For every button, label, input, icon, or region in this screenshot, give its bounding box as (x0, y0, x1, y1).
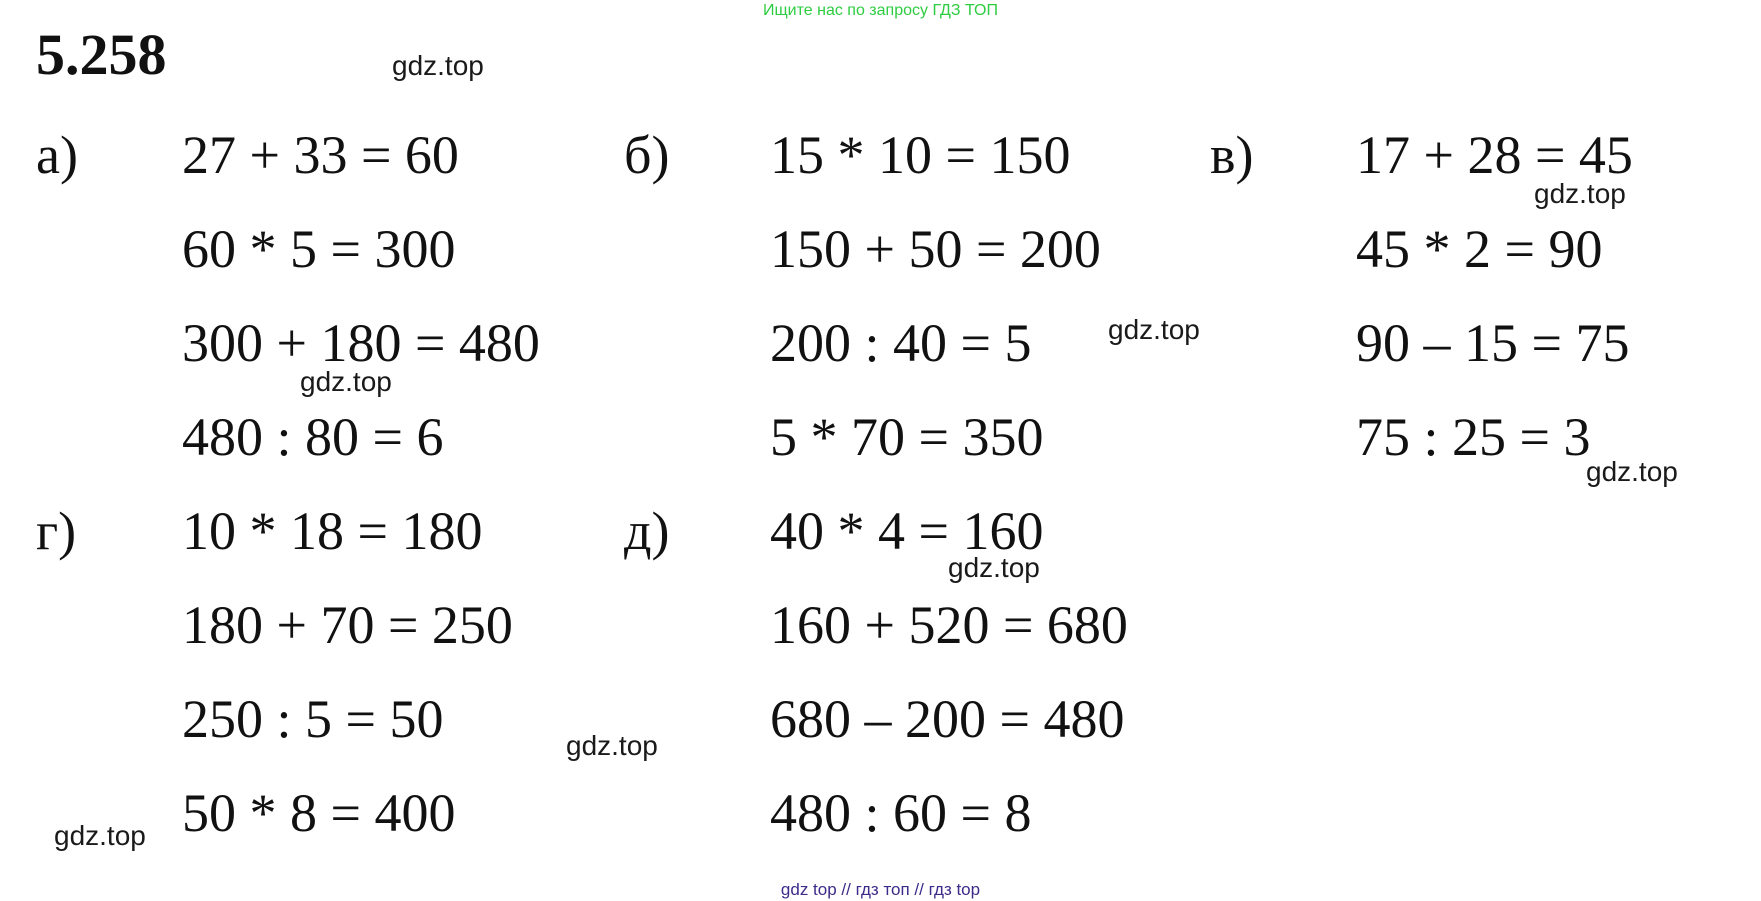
watermark: gdz.top (566, 730, 658, 761)
equation-d-1: 40 * 4 = 160 (770, 501, 1044, 561)
equation-b-3: 200 : 40 = 5 (770, 313, 1032, 373)
equation-g-1: 10 * 18 = 180 (182, 501, 483, 561)
equation-a-4: 480 : 80 = 6 (182, 407, 444, 467)
equation-g-3: 250 : 5 = 50 (182, 689, 444, 749)
part-label-g: г) (36, 501, 77, 561)
equation-d-2: 160 + 520 = 680 (770, 595, 1128, 655)
part-label-d: д) (624, 501, 670, 561)
equation-v-1: 17 + 28 = 45 (1356, 125, 1633, 185)
equation-g-4: 50 * 8 = 400 (182, 783, 456, 843)
equation-b-1: 15 * 10 = 150 (770, 125, 1071, 185)
equation-v-2: 45 * 2 = 90 (1356, 219, 1603, 279)
watermark: gdz.top (392, 50, 484, 81)
equation-b-2: 150 + 50 = 200 (770, 219, 1101, 279)
watermark: gdz.top (54, 820, 146, 851)
part-label-b: б) (624, 125, 670, 185)
watermark: gdz.top (300, 366, 392, 397)
equation-b-4: 5 * 70 = 350 (770, 407, 1044, 467)
watermark: gdz.top (1586, 456, 1678, 487)
equation-a-3: 300 + 180 = 480 (182, 313, 540, 373)
watermark: gdz.top (1108, 314, 1200, 345)
equation-v-4: 75 : 25 = 3 (1356, 407, 1591, 467)
footer-links: gdz top // гдз топ // гдз top (780, 880, 981, 899)
watermark: gdz.top (1534, 178, 1626, 209)
equation-d-4: 480 : 60 = 8 (770, 783, 1032, 843)
equation-a-1: 27 + 33 = 60 (182, 125, 459, 185)
search-hint-banner: Ищите нас по запросу ГДЗ ТОП (763, 2, 998, 19)
problem-number: 5.258 (36, 22, 167, 87)
equation-a-2: 60 * 5 = 300 (182, 219, 456, 279)
equation-d-3: 680 – 200 = 480 (770, 689, 1125, 749)
equation-g-2: 180 + 70 = 250 (182, 595, 513, 655)
part-label-v: в) (1210, 125, 1254, 185)
part-label-a: а) (36, 125, 78, 185)
equation-v-3: 90 – 15 = 75 (1356, 313, 1630, 373)
watermark: gdz.top (948, 552, 1040, 583)
